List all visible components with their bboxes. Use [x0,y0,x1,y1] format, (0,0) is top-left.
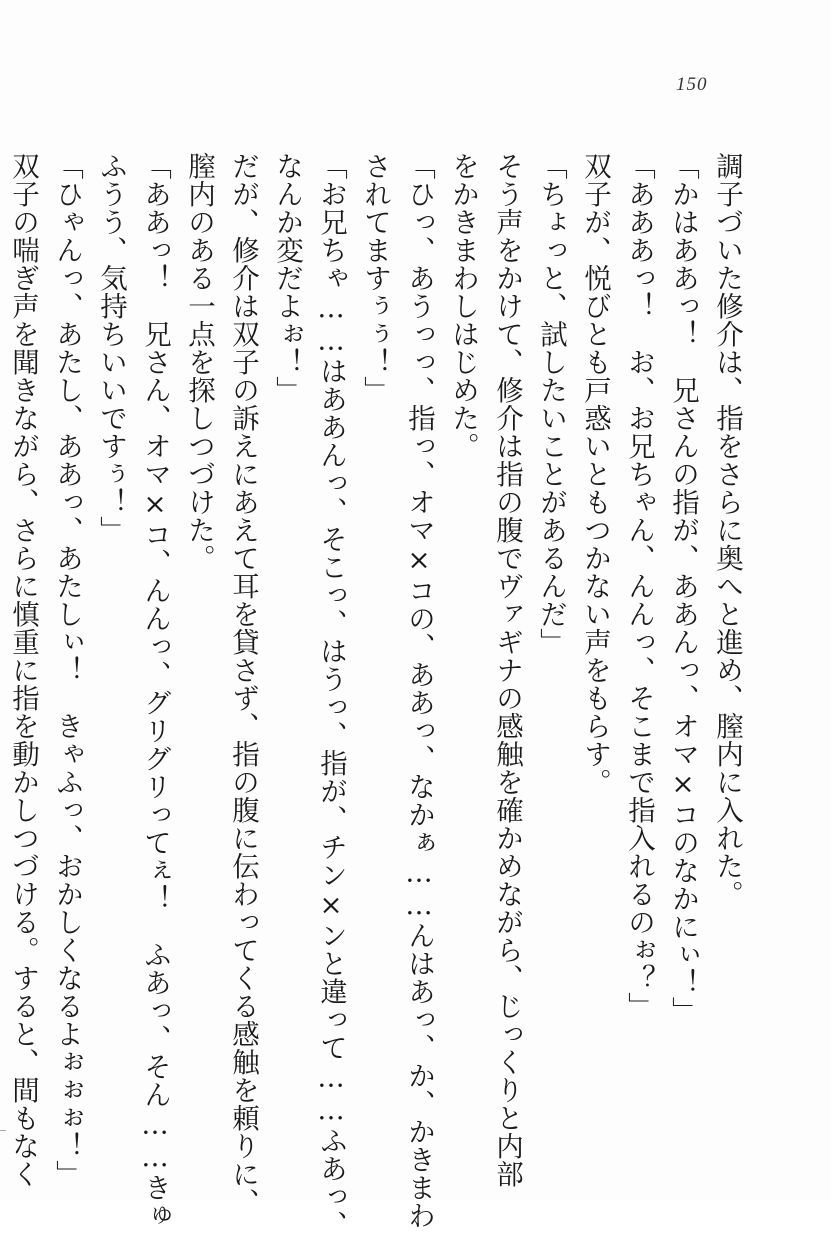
text-line: なんか変だよぉ！」 [271,152,303,404]
body-text [1,152,749,1239]
page-edge-mark [0,1130,6,1131]
text-line: をかきまわしはじめた。 [447,152,479,460]
text-line: 「お兄ちゃ……はああんっ、そこっ、はうっ、指が、チン×ンと違って……ふあっ、 [315,152,347,1239]
text-line: 「かはああっ！ 兄さんの指が、ああんっ、オマ×コのなかにぃ！」 [667,152,699,1025]
page-number: 150 [676,74,708,95]
text-line: 「ああっ！ 兄さん、オマ×コ、んんっ、グリグリってぇ！ ふあっ、そん……きゅ [139,152,171,1230]
text-line: そう声をかけて、修介は指の腹でヴァギナの感触を確かめながら、じっくりと内部 [491,152,523,1188]
text-line: 「あああっ！ お、お兄ちゃん、んんっ、そこまで指入れるのぉ？」 [623,152,655,1020]
text-line: だが、修介は双子の訴えにあえて耳を貸さず、指の腹に伝わってくる感触を頼りに、 [227,152,259,1216]
text-line: 双子が、悦びとも戸惑いともつかない声をもらす。 [579,152,611,796]
text-line: 双子の喘ぎ声を聞きながら、さらに慎重に指を動かしつづける。すると、間もなく [7,152,39,1188]
text-line: 調子づいた修介は、指をさらに奥へと進め、膣内に入れた。 [711,152,743,908]
text-line: されてますぅぅ！」 [359,152,391,404]
text-line: 膣内のある一点を探しつづけた。 [183,152,215,572]
text-line: ふうう、気持ちいいですぅ！」 [95,152,127,544]
text-line: 「ちょっと、試したいことがあるんだ」 [535,152,567,656]
text-line: 「ひっ、あうっっ、指っ、オマ×コの、ああっ、なかぁ……んはあっ、か、かきまわ [403,152,435,1230]
text-line: 「ひゃんっ、あたし、ああっ、あたしぃ！ きゃふっ、おかしくなるよぉぉぉ！」 [51,152,83,1188]
